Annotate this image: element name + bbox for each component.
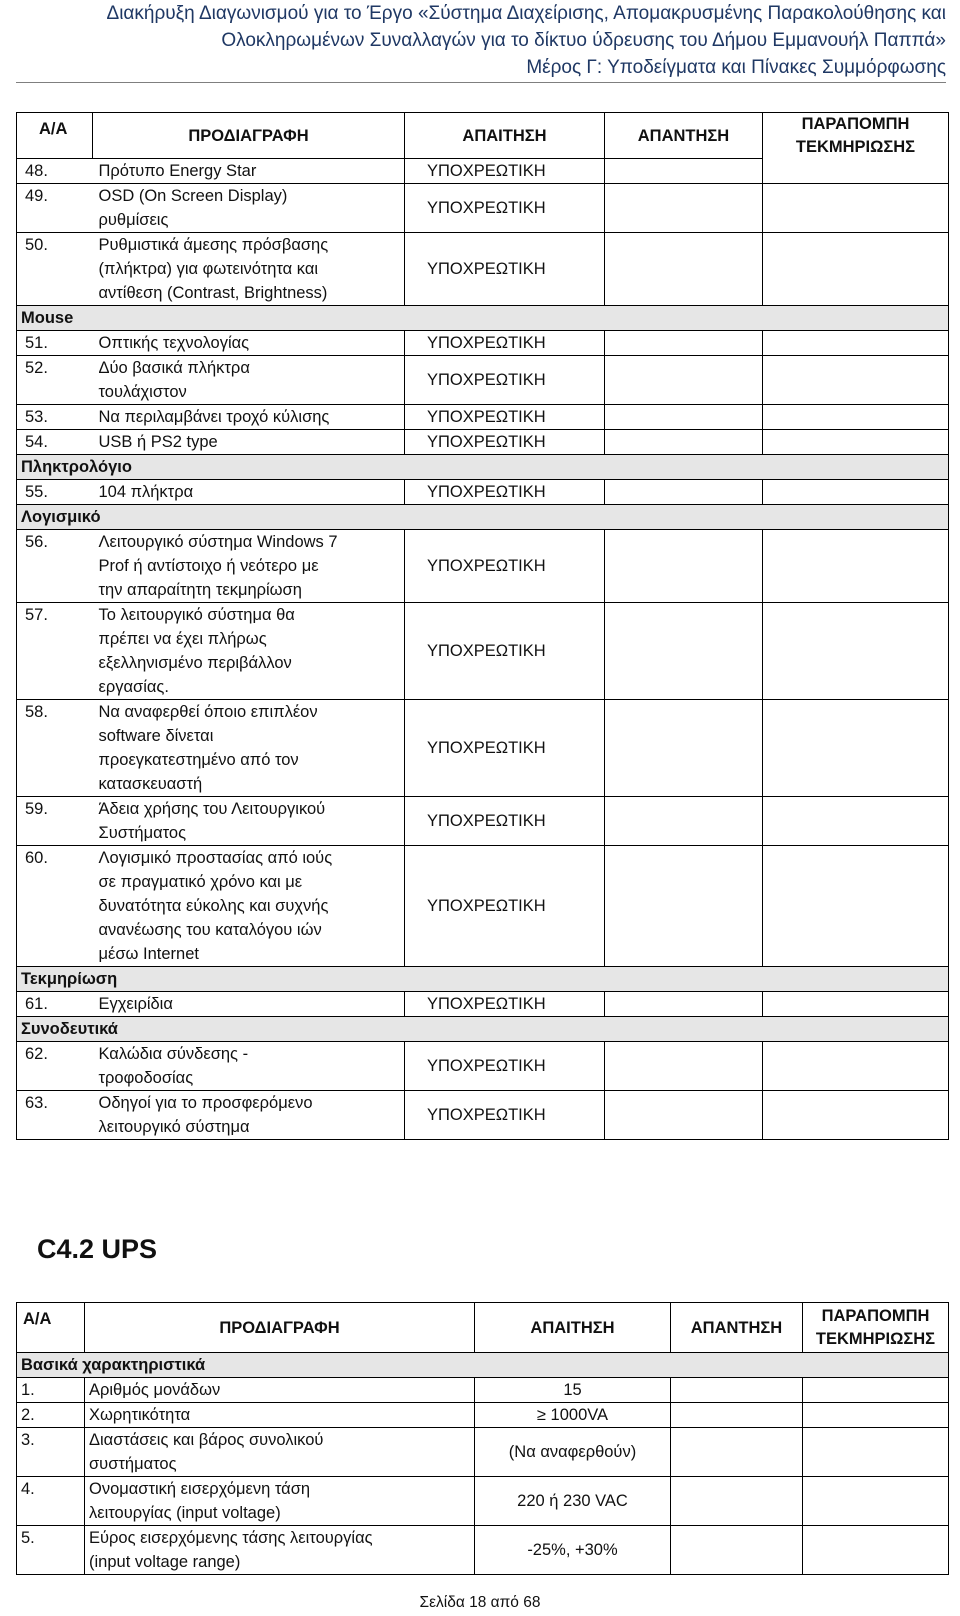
row-spec: Να περιλαμβάνει τροχό κύλισης bbox=[93, 405, 405, 430]
table-row bbox=[17, 797, 949, 846]
row-spec-line: Prof ή αντίστοιχο ή νεότερο με bbox=[98, 557, 319, 575]
col-resp: ΑΠΑΝΤΗΣΗ bbox=[671, 1303, 803, 1353]
row-number: 55. bbox=[17, 480, 93, 505]
row-spec-line: πρέπει να έχει πλήρως bbox=[98, 630, 267, 648]
row-number: 59. bbox=[17, 797, 93, 846]
row-reference bbox=[803, 1477, 949, 1526]
row-spec-line: ρυθμίσεις bbox=[98, 211, 169, 229]
section-keyboard: Πληκτρολόγιο bbox=[17, 455, 949, 480]
row-reference bbox=[763, 530, 949, 603]
section-row bbox=[17, 1017, 949, 1042]
table-row bbox=[17, 184, 949, 233]
row-response bbox=[605, 992, 763, 1017]
row-req: ΥΠΟΧΡΕΩΤΙΚΗ bbox=[405, 603, 605, 700]
col-req: ΑΠΑΙΤΗΣΗ bbox=[405, 113, 605, 159]
col-ref-line2: ΤΕΚΜΗΡΙΩΣΗΣ bbox=[815, 1329, 936, 1348]
col-ref-line2: ΤΕΚΜΗΡΙΩΣΗΣ bbox=[795, 138, 916, 156]
row-number: 53. bbox=[17, 405, 93, 430]
table-row bbox=[17, 1042, 949, 1091]
row-response bbox=[605, 184, 763, 233]
row-number: 51. bbox=[17, 331, 93, 356]
table-row bbox=[17, 1428, 949, 1477]
row-number: 54. bbox=[17, 430, 93, 455]
row-number: 56. bbox=[17, 530, 93, 603]
table-header-row bbox=[17, 113, 949, 159]
row-spec bbox=[93, 700, 405, 797]
row-reference bbox=[763, 992, 949, 1017]
row-spec-line: (input voltage range) bbox=[89, 1553, 241, 1571]
row-req: 15 bbox=[475, 1378, 671, 1403]
row-spec-line: (πλήκτρα) για φωτεινότητα και bbox=[98, 260, 319, 278]
section-documentation: Τεκμηρίωση bbox=[17, 967, 949, 992]
col-ref-line1: ΠΑΡΑΠΟΜΠΗ bbox=[821, 1306, 930, 1325]
col-ref bbox=[763, 113, 949, 184]
row-req: ΥΠΟΧΡΕΩΤΙΚΗ bbox=[405, 992, 605, 1017]
row-number: 50. bbox=[17, 233, 93, 306]
row-response bbox=[605, 159, 763, 184]
row-spec bbox=[93, 1042, 405, 1091]
row-spec bbox=[85, 1526, 475, 1575]
row-req: ΥΠΟΧΡΕΩΤΙΚΗ bbox=[405, 1042, 605, 1091]
row-spec: Οπτικής τεχνολογίας bbox=[93, 331, 405, 356]
row-response bbox=[605, 480, 763, 505]
table-row bbox=[17, 1526, 949, 1575]
row-spec-line: μέσω Internet bbox=[98, 945, 199, 963]
table-row bbox=[17, 992, 949, 1017]
row-req: ΥΠΟΧΡΕΩΤΙΚΗ bbox=[405, 184, 605, 233]
row-response bbox=[605, 1042, 763, 1091]
row-number: 62. bbox=[17, 1042, 93, 1091]
table-row bbox=[17, 233, 949, 306]
row-response bbox=[605, 1091, 763, 1140]
row-reference bbox=[803, 1403, 949, 1428]
row-response bbox=[605, 530, 763, 603]
row-spec-line: λειτουργίας (input voltage) bbox=[89, 1504, 281, 1522]
table-row bbox=[17, 1403, 949, 1428]
row-reference bbox=[763, 233, 949, 306]
row-number: 1. bbox=[17, 1378, 85, 1403]
row-number: 3. bbox=[17, 1428, 85, 1477]
row-spec bbox=[93, 846, 405, 967]
row-spec bbox=[93, 1091, 405, 1140]
page-number: Σελίδα 18 από 68 bbox=[419, 1594, 541, 1611]
ups-heading: C4.2 UPS bbox=[37, 1234, 158, 1264]
row-response bbox=[605, 846, 763, 967]
row-req: ΥΠΟΧΡΕΩΤΙΚΗ bbox=[405, 846, 605, 967]
header-line-2: Ολοκληρωμένων Συναλλαγών για το δίκτυο ύδρευσης του Δήμου Εμμανουήλ Παππά» bbox=[221, 30, 946, 51]
row-spec-line: Ονομαστική εισερχόμενη τάση bbox=[89, 1480, 311, 1498]
row-spec-line: Να αναφερθεί όποιο επιπλέον bbox=[98, 703, 318, 721]
row-number: 57. bbox=[17, 603, 93, 700]
row-req: ΥΠΟΧΡΕΩΤΙΚΗ bbox=[405, 480, 605, 505]
row-req: ΥΠΟΧΡΕΩΤΙΚΗ bbox=[405, 233, 605, 306]
row-req: -25%, +30% bbox=[475, 1526, 671, 1575]
row-spec-line: λειτουργικό σύστημα bbox=[98, 1118, 250, 1136]
row-response bbox=[605, 356, 763, 405]
table-row bbox=[17, 331, 949, 356]
row-spec-line: OSD (On Screen Display) bbox=[98, 187, 288, 205]
row-reference bbox=[763, 405, 949, 430]
row-number: 52. bbox=[17, 356, 93, 405]
row-number: 58. bbox=[17, 700, 93, 797]
row-spec-line: Λειτουργικό σύστημα Windows 7 bbox=[98, 533, 338, 551]
col-ref bbox=[803, 1303, 949, 1353]
row-spec-line: την απαραίτητη τεκμηρίωση bbox=[98, 581, 302, 599]
row-req: ΥΠΟΧΡΕΩΤΙΚΗ bbox=[405, 700, 605, 797]
row-spec-line: Το λειτουργικό σύστημα θα bbox=[98, 606, 295, 624]
row-reference bbox=[763, 356, 949, 405]
row-response bbox=[605, 700, 763, 797]
table-row bbox=[17, 603, 949, 700]
row-response bbox=[605, 430, 763, 455]
row-spec-line: τουλάχιστον bbox=[98, 383, 187, 401]
row-response bbox=[671, 1428, 803, 1477]
row-spec: Χωρητικότητα bbox=[85, 1403, 475, 1428]
table-row bbox=[17, 530, 949, 603]
row-reference bbox=[763, 797, 949, 846]
document-header bbox=[0, 0, 946, 81]
row-spec-line: Άδεια χρήσης του Λειτουργικού bbox=[98, 800, 326, 818]
row-spec-line: ανανέωσης του καταλόγου ιών bbox=[98, 921, 322, 939]
row-number: 63. bbox=[17, 1091, 93, 1140]
row-reference bbox=[763, 1042, 949, 1091]
row-spec: 104 πλήκτρα bbox=[93, 480, 405, 505]
row-response bbox=[605, 797, 763, 846]
row-reference bbox=[763, 700, 949, 797]
header-line-1: Διακήρυξη Διαγωνισμού για το Έργο «Σύστημα Διαχείρισης, Απομακρυσμένης Παρακολούθησης και bbox=[106, 3, 946, 24]
row-spec bbox=[93, 233, 405, 306]
row-reference bbox=[763, 1091, 949, 1140]
row-response bbox=[671, 1378, 803, 1403]
col-spec: ΠΡΟΔΙΑΓΡΑΦΗ bbox=[93, 113, 405, 159]
row-spec-line: συστήματος bbox=[89, 1455, 177, 1473]
row-spec bbox=[93, 603, 405, 700]
row-reference bbox=[763, 846, 949, 967]
col-ref-line1: ΠΑΡΑΠΟΜΠΗ bbox=[801, 115, 910, 133]
table-row bbox=[17, 1378, 949, 1403]
header-divider bbox=[16, 82, 946, 83]
row-reference bbox=[803, 1428, 949, 1477]
row-req: ΥΠΟΧΡΕΩΤΙΚΗ bbox=[405, 331, 605, 356]
row-spec-line: Συστήματος bbox=[98, 824, 187, 842]
section-software: Λογισμικό bbox=[17, 505, 949, 530]
section-mouse: Mouse bbox=[17, 306, 949, 331]
row-req: ΥΠΟΧΡΕΩΤΙΚΗ bbox=[405, 1091, 605, 1140]
row-response bbox=[605, 331, 763, 356]
row-reference bbox=[763, 331, 949, 356]
section-accessories: Συνοδευτικά bbox=[17, 1017, 949, 1042]
row-reference bbox=[803, 1378, 949, 1403]
row-spec: Εγχειρίδια bbox=[93, 992, 405, 1017]
row-spec: USB ή PS2 type bbox=[93, 430, 405, 455]
col-aa: Α/Α bbox=[17, 1303, 85, 1353]
row-reference bbox=[763, 184, 949, 233]
col-spec: ΠΡΟΔΙΑΓΡΑΦΗ bbox=[85, 1303, 475, 1353]
row-req: 220 ή 230 VAC bbox=[475, 1477, 671, 1526]
row-spec: Αριθμός μονάδων bbox=[85, 1378, 475, 1403]
header-line-3: Μέρος Γ: Υποδείγματα και Πίνακες Συμμόρφωσης bbox=[526, 57, 946, 78]
row-spec-line: κατασκευαστή bbox=[98, 775, 203, 793]
row-req: ΥΠΟΧΡΕΩΤΙΚΗ bbox=[405, 159, 605, 184]
section-row bbox=[17, 455, 949, 480]
row-spec bbox=[93, 797, 405, 846]
row-req: (Να αναφερθούν) bbox=[475, 1428, 671, 1477]
row-number: 4. bbox=[17, 1477, 85, 1526]
row-spec: Πρότυπο Energy Star bbox=[93, 159, 405, 184]
row-spec-line: Διαστάσεις και βάρος συνολικού bbox=[89, 1431, 324, 1449]
row-req: ΥΠΟΧΡΕΩΤΙΚΗ bbox=[405, 797, 605, 846]
row-spec-line: εργασίας. bbox=[98, 678, 169, 696]
row-reference bbox=[763, 603, 949, 700]
row-spec bbox=[93, 356, 405, 405]
row-number: 61. bbox=[17, 992, 93, 1017]
table-row bbox=[17, 480, 949, 505]
row-number: 49. bbox=[17, 184, 93, 233]
row-reference bbox=[763, 430, 949, 455]
table-row bbox=[17, 846, 949, 967]
row-spec-line: εξελληνισμένο περιβάλλον bbox=[98, 654, 292, 672]
row-number: 5. bbox=[17, 1526, 85, 1575]
table-row bbox=[17, 1091, 949, 1140]
row-spec-line: αντίθεση (Contrast, Brightness) bbox=[98, 284, 328, 302]
row-spec-line: Δύο βασικά πλήκτρα bbox=[98, 359, 250, 377]
row-spec-line: Ρυθμιστικά άμεσης πρόσβασης bbox=[98, 236, 329, 254]
row-response bbox=[671, 1477, 803, 1526]
row-req: ΥΠΟΧΡΕΩΤΙΚΗ bbox=[405, 356, 605, 405]
row-req: ΥΠΟΧΡΕΩΤΙΚΗ bbox=[405, 430, 605, 455]
row-spec bbox=[85, 1428, 475, 1477]
row-spec-line: τροφοδοσίας bbox=[98, 1069, 194, 1087]
row-reference bbox=[763, 480, 949, 505]
table-row bbox=[17, 1477, 949, 1526]
section-row bbox=[17, 306, 949, 331]
row-spec bbox=[93, 530, 405, 603]
row-response bbox=[671, 1403, 803, 1428]
row-spec-line: δυνατότητα εύκολης και συχνής bbox=[98, 897, 329, 915]
row-spec-line: προεγκατεστημένο από τον bbox=[98, 751, 299, 769]
table-row bbox=[17, 700, 949, 797]
section-row bbox=[17, 1353, 949, 1378]
section-row bbox=[17, 967, 949, 992]
col-aa: Α/Α bbox=[17, 113, 93, 159]
row-response bbox=[605, 603, 763, 700]
row-number: 60. bbox=[17, 846, 93, 967]
table-row bbox=[17, 430, 949, 455]
table-row bbox=[17, 356, 949, 405]
compliance-table-pc bbox=[16, 112, 949, 1140]
row-req: ≥ 1000VA bbox=[475, 1403, 671, 1428]
compliance-table-ups bbox=[16, 1302, 949, 1575]
row-spec bbox=[93, 184, 405, 233]
section-row bbox=[17, 505, 949, 530]
row-spec-line: σε πραγματικό χρόνο και με bbox=[98, 873, 303, 891]
row-reference bbox=[803, 1526, 949, 1575]
row-spec-line: Καλώδια σύνδεσης - bbox=[98, 1045, 249, 1063]
col-resp: ΑΠΑΝΤΗΣΗ bbox=[605, 113, 763, 159]
row-spec-line: software δίνεται bbox=[98, 727, 214, 745]
row-response bbox=[605, 405, 763, 430]
row-response bbox=[671, 1526, 803, 1575]
col-req: ΑΠΑΙΤΗΣΗ bbox=[475, 1303, 671, 1353]
row-response bbox=[605, 233, 763, 306]
row-req: ΥΠΟΧΡΕΩΤΙΚΗ bbox=[405, 530, 605, 603]
row-spec-line: Εύρος εισερχόμενης τάσης λειτουργίας bbox=[89, 1529, 373, 1547]
table-header-row bbox=[17, 1303, 949, 1353]
table-row bbox=[17, 405, 949, 430]
row-spec bbox=[85, 1477, 475, 1526]
row-spec-line: Λογισμικό προστασίας από ιούς bbox=[98, 849, 333, 867]
row-req: ΥΠΟΧΡΕΩΤΙΚΗ bbox=[405, 405, 605, 430]
row-number: 2. bbox=[17, 1403, 85, 1428]
row-spec-line: Οδηγοί για το προσφερόμενο bbox=[98, 1094, 313, 1112]
section-basic-features: Βασικά χαρακτηριστικά bbox=[17, 1353, 949, 1378]
row-number: 48. bbox=[17, 159, 93, 184]
